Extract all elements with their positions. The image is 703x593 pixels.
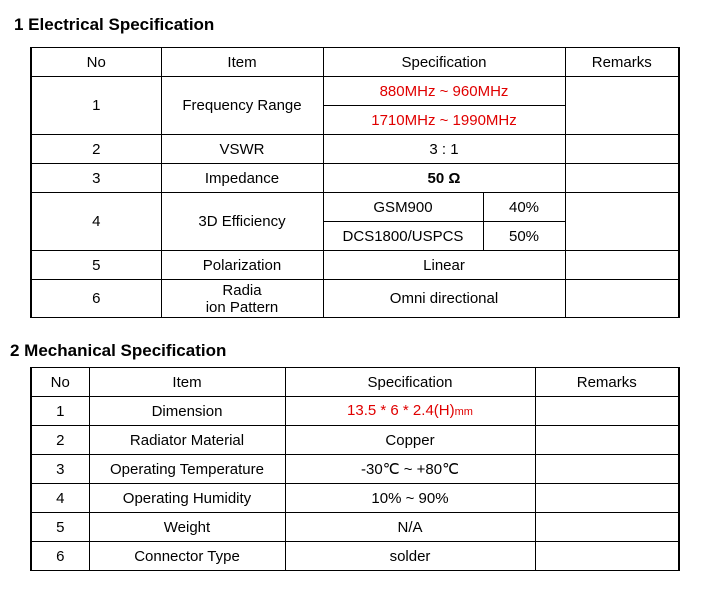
electrical-spec-heading: 1 Electrical Specification bbox=[14, 15, 215, 34]
row-remarks bbox=[535, 426, 679, 455]
row-spec: 10% ~ 90% bbox=[285, 484, 535, 513]
header-no: No bbox=[31, 48, 161, 77]
efficiency-band-gsm: GSM900 bbox=[323, 193, 483, 222]
table-header-row bbox=[31, 368, 679, 397]
dimension-value: 13.5 * 6 * 2.4(H) bbox=[347, 401, 455, 419]
row-remarks bbox=[565, 280, 679, 318]
header-no: No bbox=[31, 368, 89, 397]
dimension-unit: mm bbox=[454, 405, 473, 418]
row-no: 6 bbox=[31, 280, 161, 318]
table-row bbox=[31, 164, 679, 193]
header-specification: Specification bbox=[285, 368, 535, 397]
row-spec: Omni directional bbox=[323, 280, 565, 318]
row-item: Connector Type bbox=[89, 542, 285, 571]
table-row bbox=[31, 193, 679, 222]
row-remarks bbox=[535, 542, 679, 571]
row-no: 2 bbox=[31, 426, 89, 455]
row-no: 6 bbox=[31, 542, 89, 571]
row-no: 5 bbox=[31, 513, 89, 542]
table-header-row bbox=[31, 48, 679, 77]
mechanical-spec-heading: 2 Mechanical Specification bbox=[10, 341, 227, 360]
row-item: Polarization bbox=[161, 251, 323, 280]
row-item: Dimension bbox=[89, 397, 285, 426]
frequency-range-high: 1710MHz ~ 1990MHz bbox=[323, 106, 565, 135]
row-remarks bbox=[565, 164, 679, 193]
row-remarks bbox=[565, 251, 679, 280]
table-row bbox=[31, 397, 679, 426]
table-row bbox=[31, 542, 679, 571]
row-spec bbox=[285, 397, 535, 426]
row-no: 4 bbox=[31, 484, 89, 513]
mechanical-spec-table bbox=[30, 367, 680, 571]
row-item: 3D Efficiency bbox=[161, 193, 323, 251]
header-specification: Specification bbox=[323, 48, 565, 77]
header-remarks: Remarks bbox=[535, 368, 679, 397]
efficiency-value-gsm: 40% bbox=[483, 193, 565, 222]
header-remarks: Remarks bbox=[565, 48, 679, 77]
table-row bbox=[31, 426, 679, 455]
header-item: Item bbox=[89, 368, 285, 397]
row-spec: -30℃ ~ +80℃ bbox=[285, 455, 535, 484]
row-item-line2: ion Pattern bbox=[205, 298, 279, 316]
row-spec: Linear bbox=[323, 251, 565, 280]
row-remarks bbox=[535, 397, 679, 426]
row-item: Operating Temperature bbox=[89, 455, 285, 484]
table-row bbox=[31, 280, 679, 318]
row-remarks bbox=[565, 77, 679, 135]
row-spec: N/A bbox=[285, 513, 535, 542]
row-item: Frequency Range bbox=[161, 77, 323, 135]
row-no: 1 bbox=[31, 397, 89, 426]
electrical-spec-table bbox=[30, 47, 680, 318]
row-item: VSWR bbox=[161, 135, 323, 164]
table-row bbox=[31, 77, 679, 106]
row-no: 4 bbox=[31, 193, 161, 251]
row-spec: 3 : 1 bbox=[323, 135, 565, 164]
table-row bbox=[31, 251, 679, 280]
frequency-range-low: 880MHz ~ 960MHz bbox=[323, 77, 565, 106]
row-remarks bbox=[565, 135, 679, 164]
row-no: 3 bbox=[31, 455, 89, 484]
row-no: 3 bbox=[31, 164, 161, 193]
row-no: 5 bbox=[31, 251, 161, 280]
row-item-line1: Radia bbox=[222, 281, 262, 299]
row-remarks bbox=[535, 513, 679, 542]
row-remarks bbox=[535, 455, 679, 484]
row-spec: 50 Ω bbox=[323, 164, 565, 193]
row-item: Weight bbox=[89, 513, 285, 542]
table-row bbox=[31, 513, 679, 542]
efficiency-band-dcs: DCS1800/USPCS bbox=[323, 222, 483, 251]
row-no: 1 bbox=[31, 77, 161, 135]
row-remarks bbox=[565, 193, 679, 251]
table-row bbox=[31, 135, 679, 164]
row-item: Operating Humidity bbox=[89, 484, 285, 513]
row-item bbox=[161, 280, 323, 318]
efficiency-value-dcs: 50% bbox=[483, 222, 565, 251]
header-item: Item bbox=[161, 48, 323, 77]
row-remarks bbox=[535, 484, 679, 513]
row-no: 2 bbox=[31, 135, 161, 164]
row-item: Radiator Material bbox=[89, 426, 285, 455]
row-item: Impedance bbox=[161, 164, 323, 193]
row-spec: Copper bbox=[285, 426, 535, 455]
row-spec: solder bbox=[285, 542, 535, 571]
table-row bbox=[31, 455, 679, 484]
table-row bbox=[31, 484, 679, 513]
